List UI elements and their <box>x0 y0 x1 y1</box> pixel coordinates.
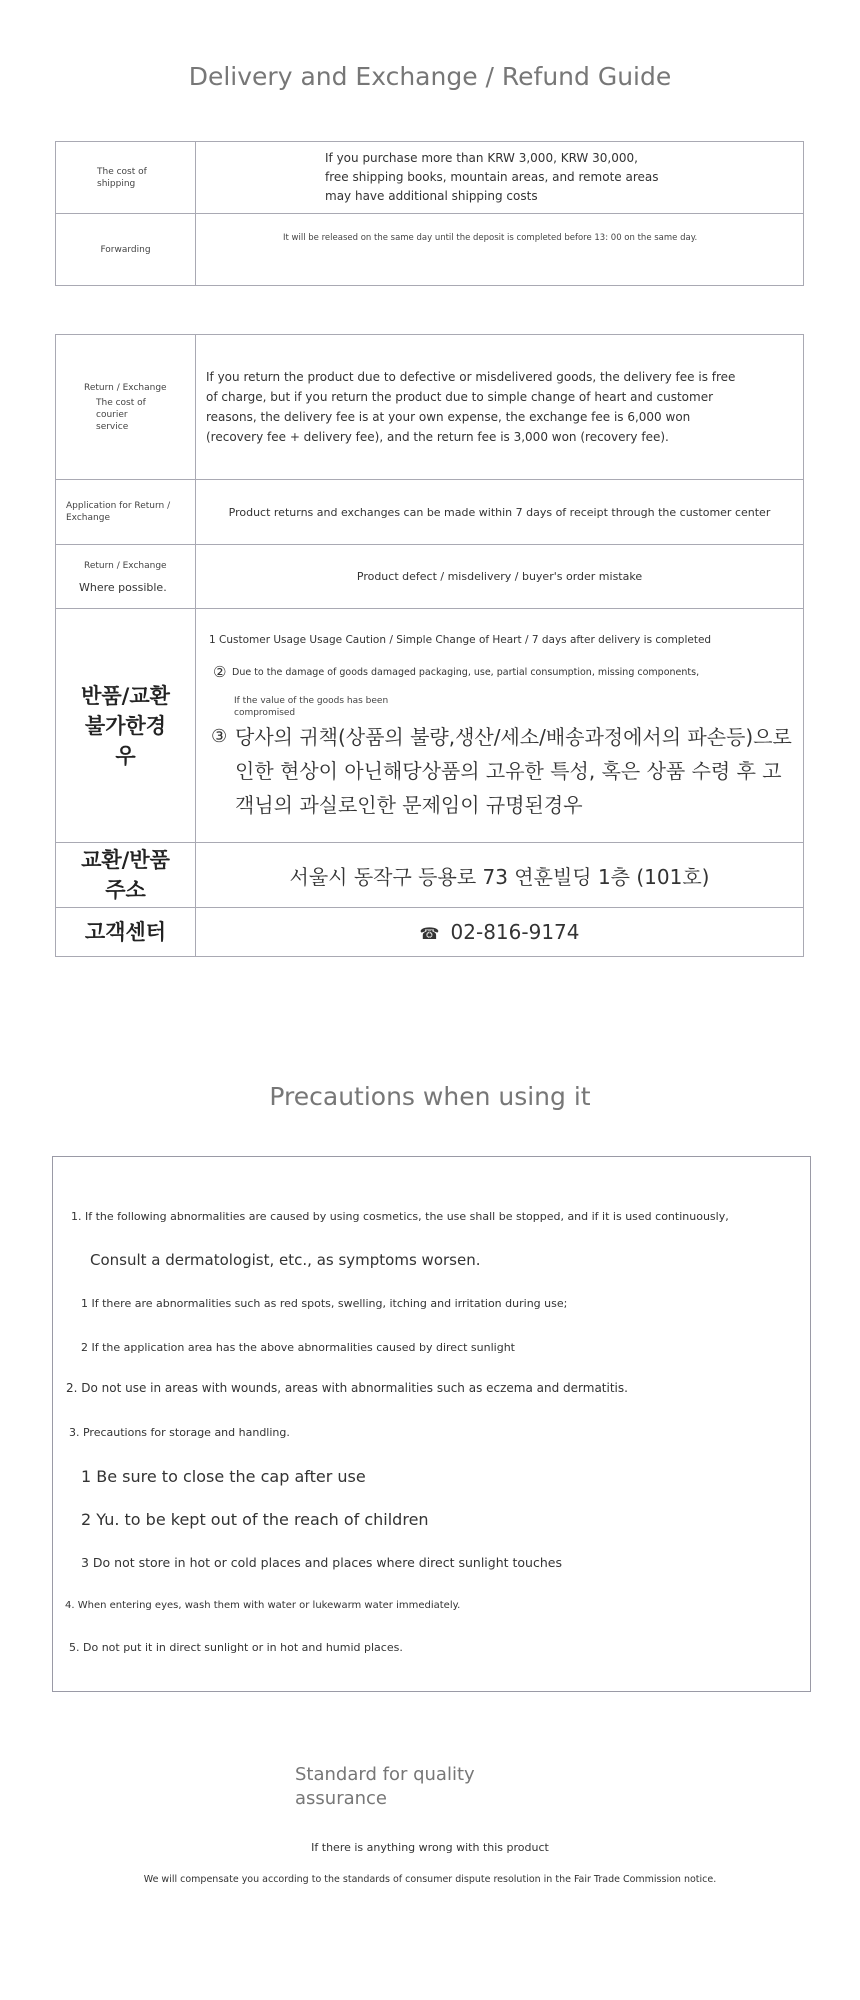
cs-text-cell <box>196 908 804 957</box>
precautions-title: Precautions when using it <box>269 1082 591 1111</box>
precaution-item: Consult a dermatologist, etc., as symptoms worsen. <box>90 1251 481 1269</box>
precaution-item: 3. Precautions for storage and handling. <box>69 1426 290 1439</box>
address-text: 서울시 동작구 등용로 73 연훈빌딩 1층 (101호) <box>289 864 710 889</box>
forwarding-text-cell <box>196 214 804 286</box>
quality-line-1: If there is anything wrong with this product <box>311 1841 549 1854</box>
precaution-item: 4. When entering eyes, wash them with water or lukewarm water immediately. <box>65 1600 461 1611</box>
shipping-text: If you purchase more than KRW 3,000, KRW 30,000, free shipping books, mountain areas, and remote areas may have additional shipping costs <box>325 151 659 203</box>
courier-label-1: Return / Exchange <box>84 382 167 393</box>
possible-text-cell <box>196 545 804 609</box>
address-label-cell <box>56 843 196 908</box>
courier-text-cell <box>196 335 804 480</box>
impossible-item-3: 당사의 귀책(상품의 불량,생산/세소/배송과정에서의 파손등)으로 인한 현상이 아닌해당상품의 고유한 특성, 혹은 상품 수령 후 고객님의 과실로인한 문제임이 규명된경우 <box>235 725 792 817</box>
possible-label-1: Return / Exchange <box>84 560 167 571</box>
forwarding-label-cell <box>56 214 196 286</box>
precaution-item: 1. If the following abnormalities are caused by using cosmetics, the use shall be stopped, and if it is used continuously, <box>71 1210 729 1223</box>
precaution-item: 5. Do not put it in direct sunlight or in hot and humid places. <box>69 1641 403 1654</box>
precaution-item: 2. Do not use in areas with wounds, areas with abnormalities such as eczema and dermatitis. <box>66 1381 628 1395</box>
precaution-item: 1 Be sure to close the cap after use <box>81 1467 366 1486</box>
precaution-item: 2 If the application area has the above abnormalities caused by direct sunlight <box>81 1341 515 1354</box>
courier-label-2: The cost of courier service <box>96 397 146 432</box>
precaution-item: 1 If there are abnormalities such as red spots, swelling, itching and irritation during use; <box>81 1297 568 1310</box>
application-text-cell <box>196 480 804 545</box>
impossible-label: 반품/교환 불가한경우 <box>81 683 170 768</box>
cs-label: 고객센터 <box>84 920 167 944</box>
quality-title: Standard for quality assurance <box>295 1764 475 1809</box>
possible-label-2: Where possible. <box>79 580 167 594</box>
possible-text: Product defect / misdelivery / buyer's order mistake <box>356 570 643 583</box>
returns-table <box>55 334 804 957</box>
shipping-table <box>55 141 804 286</box>
application-text: Product returns and exchanges can be made within 7 days of receipt through the customer center <box>228 505 771 519</box>
impossible-item-1: 1 Customer Usage Usage Caution / Simple Change of Heart / 7 days after delivery is completed <box>209 634 712 646</box>
precautions-box <box>52 1156 811 1692</box>
precaution-item: 3 Do not store in hot or cold places and places where direct sunlight touches <box>81 1555 562 1570</box>
shipping-label: The cost of shipping <box>97 166 147 189</box>
possible-label-cell <box>56 545 196 609</box>
forwarding-text: It will be released on the same day until the deposit is completed before 13: 00 on the same day. <box>283 232 698 243</box>
address-label: 교환/반품 주소 <box>81 848 170 902</box>
phone-icon: ☎ <box>419 924 440 943</box>
impossible-item-2: Due to the damage of goods damaged packaging, use, partial consumption, missing components, <box>232 667 700 678</box>
shipping-label-cell <box>56 142 196 214</box>
application-label: Application for Return / Exchange <box>66 501 171 523</box>
impossible-text-cell <box>196 609 804 843</box>
impossible-item-3-num: ③ <box>211 726 228 747</box>
precaution-item: 2 Yu. to be kept out of the reach of children <box>81 1510 429 1529</box>
application-label-cell <box>56 480 196 545</box>
impossible-item-2-num: ② <box>213 663 227 681</box>
courier-label-cell <box>56 335 196 480</box>
impossible-item-2b: If the value of the goods has been compromised <box>234 696 389 718</box>
shipping-text-cell <box>196 142 804 214</box>
forwarding-label: Forwarding <box>100 244 151 255</box>
address-text-cell <box>196 843 804 908</box>
cs-phone: 02-816-9174 <box>450 920 580 944</box>
delivery-title: Delivery and Exchange / Refund Guide <box>188 62 672 91</box>
quality-line-2: We will compensate you according to the standards of consumer dispute resolution in the Fair Trade Commission notice. <box>143 1874 717 1885</box>
impossible-label-cell <box>56 609 196 843</box>
courier-text: If you return the product due to defective or misdelivered goods, the delivery fee is free of charge, but if you return the product due to simple change of heart and customer reasons, the delivery fee is at your own expense, the exchange fee is 6,000 won (recovery fee + delivery fee), and the return fee is 3,000 won (recovery fee). <box>206 370 736 444</box>
cs-label-cell <box>56 908 196 957</box>
